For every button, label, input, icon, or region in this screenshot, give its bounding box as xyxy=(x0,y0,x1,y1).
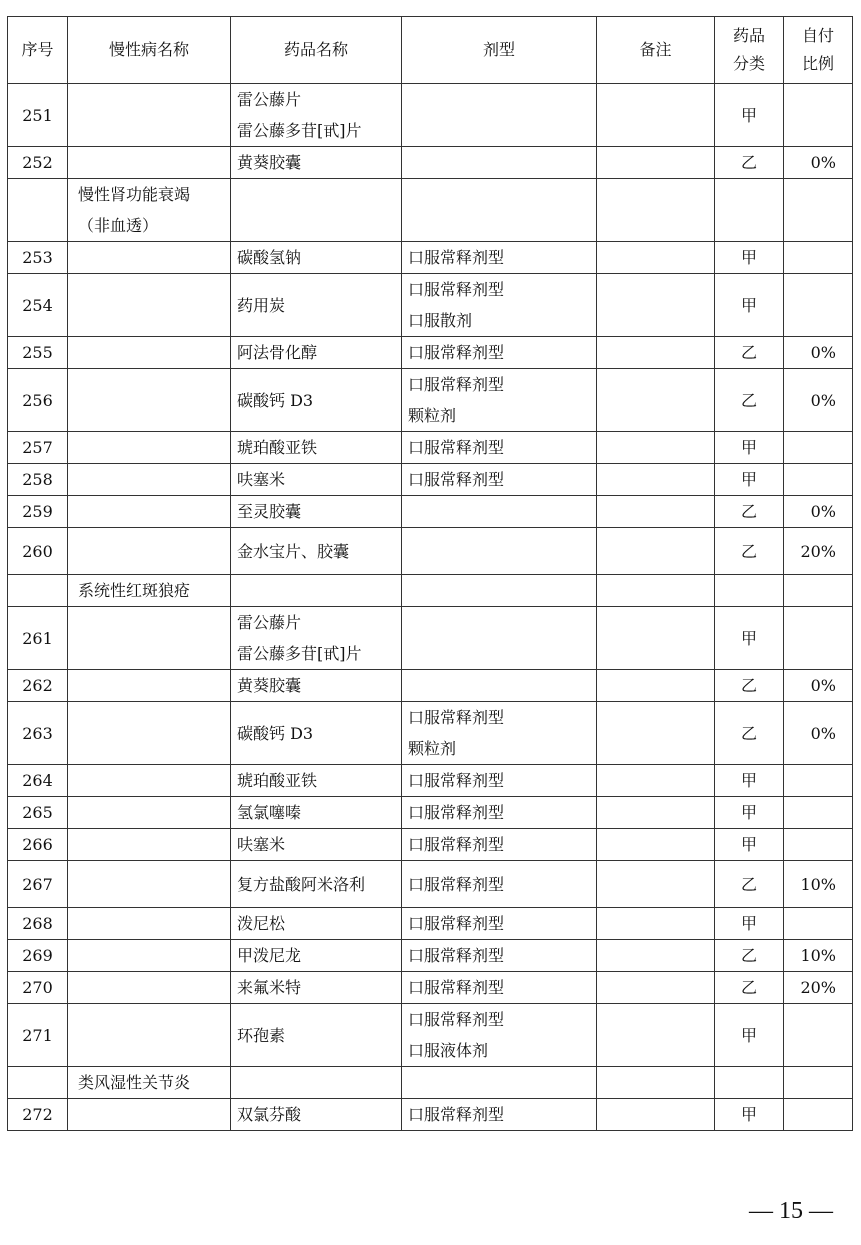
drug-name-cell-line: 双氯芬酸 xyxy=(237,1105,302,1124)
category-cell: 甲 xyxy=(715,432,784,464)
disease-name-cell xyxy=(68,337,231,369)
seq-cell: 267 xyxy=(8,861,68,908)
dosage-form-cell-line: 口服常释剂型 xyxy=(408,914,505,933)
dosage-form-cell xyxy=(402,496,597,528)
drug-name-cell-line: 碳酸钙 D3 xyxy=(237,723,314,743)
disease-name-cell-line: 类风湿性关节炎 xyxy=(78,1073,191,1092)
note-cell xyxy=(597,1067,715,1099)
note-cell xyxy=(597,1004,715,1067)
ratio-cell xyxy=(784,84,853,147)
table-row xyxy=(8,829,853,861)
drug-name-cell-line: 雷公藤片 xyxy=(237,90,302,109)
table-row xyxy=(8,147,853,179)
table-row xyxy=(8,242,853,274)
seq-cell: 271 xyxy=(8,1004,68,1067)
note-cell xyxy=(597,1099,715,1131)
dosage-form-cell-line: 口服常释剂型 xyxy=(408,946,505,965)
drug-name-cell xyxy=(231,702,402,765)
seq-cell: 256 xyxy=(8,369,68,432)
category-cell: 甲 xyxy=(715,765,784,797)
note-cell xyxy=(597,369,715,432)
drug-name-cell xyxy=(231,242,402,274)
note-cell xyxy=(597,575,715,607)
dosage-form-cell xyxy=(402,702,597,765)
ratio-cell xyxy=(784,829,853,861)
dosage-form-cell-line: 口服常释剂型 xyxy=(408,708,505,727)
drug-name-cell xyxy=(231,1067,402,1099)
header-category-line: 药品 xyxy=(732,26,765,45)
disease-name-cell xyxy=(68,797,231,829)
header-seq: 序号 xyxy=(8,17,68,84)
disease-name-cell xyxy=(68,1067,231,1099)
drug-name-cell-line: 金水宝片、胶囊 xyxy=(237,541,350,561)
dosage-form-cell xyxy=(402,84,597,147)
drug-name-cell-line: 来氟米特 xyxy=(237,978,302,997)
note-cell xyxy=(597,496,715,528)
dosage-form-cell xyxy=(402,528,597,575)
table-row xyxy=(8,670,853,702)
table-row xyxy=(8,464,853,496)
drug-name-cell-line: 黄葵胶囊 xyxy=(237,676,302,695)
dosage-form-cell-line: 颗粒剂 xyxy=(408,406,457,425)
header-category-line: 分类 xyxy=(732,54,765,73)
drug-name-cell-line: 复方盐酸阿米洛利 xyxy=(237,874,366,894)
header-ratio-line: 自付 xyxy=(801,26,834,45)
dosage-form-cell xyxy=(402,861,597,908)
category-cell: 乙 xyxy=(715,940,784,972)
category-cell xyxy=(715,179,784,242)
drug-name-cell xyxy=(231,1004,402,1067)
drug-name-cell-line: 呋塞米 xyxy=(237,470,286,489)
table-row xyxy=(8,908,853,940)
drug-name-cell-line: 碳酸氢钠 xyxy=(237,248,302,267)
header-disease: 慢性病名称 xyxy=(68,17,231,84)
drug-name-cell-line: 环孢素 xyxy=(237,1025,286,1045)
ratio-cell xyxy=(784,1099,853,1131)
dosage-form-cell-line: 口服常释剂型 xyxy=(408,803,505,822)
drug-name-cell xyxy=(231,274,402,337)
disease-name-cell xyxy=(68,972,231,1004)
note-cell xyxy=(597,274,715,337)
dosage-form-cell xyxy=(402,337,597,369)
disease-name-cell xyxy=(68,147,231,179)
note-cell xyxy=(597,797,715,829)
disease-name-cell xyxy=(68,369,231,432)
dosage-form-cell xyxy=(402,432,597,464)
drug-name-cell xyxy=(231,179,402,242)
note-cell xyxy=(597,861,715,908)
dosage-form-cell xyxy=(402,829,597,861)
dosage-form-cell xyxy=(402,147,597,179)
table-row xyxy=(8,765,853,797)
drug-name-cell-line: 氢氯噻嗪 xyxy=(237,803,302,822)
table-row xyxy=(8,797,853,829)
ratio-cell xyxy=(784,575,853,607)
dosage-form-cell-line: 口服常释剂型 xyxy=(408,375,505,394)
seq-cell: 265 xyxy=(8,797,68,829)
note-cell xyxy=(597,179,715,242)
disease-name-cell xyxy=(68,1004,231,1067)
dosage-form-cell-line: 口服常释剂型 xyxy=(408,343,505,362)
ratio-cell: 0% xyxy=(784,702,853,765)
seq-cell: 263 xyxy=(8,702,68,765)
table-row xyxy=(8,861,853,908)
note-cell xyxy=(597,84,715,147)
note-cell xyxy=(597,829,715,861)
dosage-form-cell-line: 口服常释剂型 xyxy=(408,248,505,267)
dosage-form-cell xyxy=(402,940,597,972)
note-cell xyxy=(597,670,715,702)
table-row xyxy=(8,528,853,575)
seq-cell: 272 xyxy=(8,1099,68,1131)
category-cell: 甲 xyxy=(715,84,784,147)
header-ratio-line: 比例 xyxy=(801,54,834,73)
table-row xyxy=(8,432,853,464)
drug-name-cell-line: 琥珀酸亚铁 xyxy=(237,438,318,457)
category-cell: 乙 xyxy=(715,861,784,908)
note-cell xyxy=(597,607,715,670)
seq-cell: 252 xyxy=(8,147,68,179)
disease-name-cell-line: 慢性肾功能衰竭 xyxy=(78,185,191,204)
ratio-cell xyxy=(784,432,853,464)
drug-name-cell xyxy=(231,496,402,528)
ratio-cell xyxy=(784,179,853,242)
seq-cell: 262 xyxy=(8,670,68,702)
drug-name-cell xyxy=(231,829,402,861)
category-cell: 乙 xyxy=(715,528,784,575)
disease-name-cell xyxy=(68,496,231,528)
dosage-form-cell-line: 口服常释剂型 xyxy=(408,835,505,854)
disease-name-cell xyxy=(68,702,231,765)
ratio-cell xyxy=(784,1067,853,1099)
seq-cell xyxy=(8,1067,68,1099)
dosage-form-cell xyxy=(402,797,597,829)
seq-cell: 259 xyxy=(8,496,68,528)
dosage-form-cell-line: 口服液体剂 xyxy=(408,1041,489,1060)
category-cell: 甲 xyxy=(715,1099,784,1131)
drug-name-cell-line: 琥珀酸亚铁 xyxy=(237,771,318,790)
category-cell xyxy=(715,575,784,607)
drug-name-cell xyxy=(231,432,402,464)
note-cell xyxy=(597,464,715,496)
drug-name-cell-line: 雷公藤多苷[甙]片 xyxy=(237,121,362,140)
dosage-form-cell xyxy=(402,670,597,702)
ratio-cell: 10% xyxy=(784,940,853,972)
table-row xyxy=(8,337,853,369)
dosage-form-cell xyxy=(402,575,597,607)
disease-section-row xyxy=(8,1067,853,1099)
disease-name-cell xyxy=(68,179,231,242)
disease-name-cell xyxy=(68,528,231,575)
disease-name-cell xyxy=(68,765,231,797)
header-self-pay-ratio xyxy=(784,17,853,84)
ratio-cell: 0% xyxy=(784,670,853,702)
dosage-form-cell xyxy=(402,908,597,940)
drug-name-cell xyxy=(231,940,402,972)
disease-name-cell xyxy=(68,607,231,670)
disease-name-cell xyxy=(68,432,231,464)
drug-name-cell xyxy=(231,908,402,940)
category-cell: 甲 xyxy=(715,797,784,829)
drug-name-cell xyxy=(231,337,402,369)
table-row xyxy=(8,496,853,528)
disease-name-cell xyxy=(68,274,231,337)
dosage-form-cell xyxy=(402,464,597,496)
ratio-cell: 10% xyxy=(784,861,853,908)
header-drug-name: 药品名称 xyxy=(231,17,402,84)
category-cell: 乙 xyxy=(715,702,784,765)
dosage-form-cell xyxy=(402,274,597,337)
seq-cell: 258 xyxy=(8,464,68,496)
category-cell: 乙 xyxy=(715,337,784,369)
drug-name-cell-line: 至灵胶囊 xyxy=(237,502,302,521)
seq-cell: 253 xyxy=(8,242,68,274)
drug-name-cell xyxy=(231,369,402,432)
disease-name-cell xyxy=(68,84,231,147)
seq-cell xyxy=(8,179,68,242)
disease-name-cell xyxy=(68,670,231,702)
category-cell: 甲 xyxy=(715,607,784,670)
seq-cell: 251 xyxy=(8,84,68,147)
category-cell: 甲 xyxy=(715,1004,784,1067)
drug-name-cell xyxy=(231,575,402,607)
drug-name-cell-line: 药用炭 xyxy=(237,295,286,315)
note-cell xyxy=(597,908,715,940)
seq-cell: 261 xyxy=(8,607,68,670)
dosage-form-cell xyxy=(402,1099,597,1131)
dosage-form-cell-line: 口服散剂 xyxy=(408,311,473,330)
table-row xyxy=(8,702,853,765)
header-row xyxy=(8,17,853,84)
ratio-cell xyxy=(784,908,853,940)
disease-name-cell-line: 系统性红斑狼疮 xyxy=(78,581,191,600)
table-row xyxy=(8,972,853,1004)
note-cell xyxy=(597,528,715,575)
dosage-form-cell-line: 口服常释剂型 xyxy=(408,1010,505,1029)
dosage-form-cell xyxy=(402,242,597,274)
dosage-form-cell-line: 口服常释剂型 xyxy=(408,470,505,489)
dosage-form-cell-line: 口服常释剂型 xyxy=(408,978,505,997)
drug-name-cell xyxy=(231,1099,402,1131)
disease-name-cell xyxy=(68,575,231,607)
note-cell xyxy=(597,432,715,464)
disease-name-cell-line: （非血透） xyxy=(78,216,159,235)
category-cell: 甲 xyxy=(715,829,784,861)
ratio-cell xyxy=(784,765,853,797)
table-row xyxy=(8,607,853,670)
dosage-form-cell-line: 口服常释剂型 xyxy=(408,1105,505,1124)
dosage-form-cell xyxy=(402,179,597,242)
disease-section-row xyxy=(8,575,853,607)
category-cell: 乙 xyxy=(715,972,784,1004)
ratio-cell xyxy=(784,797,853,829)
dosage-form-cell xyxy=(402,607,597,670)
seq-cell: 260 xyxy=(8,528,68,575)
disease-name-cell xyxy=(68,908,231,940)
disease-name-cell xyxy=(68,242,231,274)
drug-name-cell xyxy=(231,528,402,575)
ratio-cell xyxy=(784,607,853,670)
drug-name-cell xyxy=(231,972,402,1004)
ratio-cell xyxy=(784,274,853,337)
seq-cell: 255 xyxy=(8,337,68,369)
table-header xyxy=(8,17,853,84)
drug-name-cell-line: 黄葵胶囊 xyxy=(237,153,302,172)
ratio-cell: 0% xyxy=(784,369,853,432)
seq-cell xyxy=(8,575,68,607)
seq-cell: 264 xyxy=(8,765,68,797)
seq-cell: 269 xyxy=(8,940,68,972)
drug-name-cell-line: 碳酸钙 D3 xyxy=(237,390,314,410)
disease-name-cell xyxy=(68,1099,231,1131)
drug-name-cell-line: 雷公藤片 xyxy=(237,613,302,632)
note-cell xyxy=(597,702,715,765)
drug-list-table xyxy=(7,16,853,1131)
ratio-cell: 0% xyxy=(784,147,853,179)
disease-name-cell xyxy=(68,940,231,972)
drug-name-cell xyxy=(231,765,402,797)
ratio-cell: 20% xyxy=(784,972,853,1004)
ratio-cell xyxy=(784,242,853,274)
ratio-cell: 0% xyxy=(784,337,853,369)
dosage-form-cell xyxy=(402,765,597,797)
drug-name-cell-line: 雷公藤多苷[甙]片 xyxy=(237,644,362,663)
category-cell: 乙 xyxy=(715,670,784,702)
drug-name-cell-line: 阿法骨化醇 xyxy=(237,343,318,362)
seq-cell: 270 xyxy=(8,972,68,1004)
dosage-form-cell xyxy=(402,972,597,1004)
ratio-cell: 20% xyxy=(784,528,853,575)
table-row xyxy=(8,940,853,972)
dosage-form-cell xyxy=(402,369,597,432)
table-row xyxy=(8,274,853,337)
note-cell xyxy=(597,147,715,179)
ratio-cell: 0% xyxy=(784,496,853,528)
dosage-form-cell-line: 口服常释剂型 xyxy=(408,771,505,790)
table-row xyxy=(8,1004,853,1067)
drug-name-cell xyxy=(231,670,402,702)
note-cell xyxy=(597,765,715,797)
category-cell: 甲 xyxy=(715,908,784,940)
drug-name-cell xyxy=(231,84,402,147)
disease-name-cell xyxy=(68,861,231,908)
table-row xyxy=(8,1099,853,1131)
note-cell xyxy=(597,242,715,274)
note-cell xyxy=(597,337,715,369)
category-cell: 乙 xyxy=(715,496,784,528)
note-cell xyxy=(597,940,715,972)
category-cell: 乙 xyxy=(715,147,784,179)
disease-name-cell xyxy=(68,829,231,861)
drug-name-cell-line: 甲泼尼龙 xyxy=(237,946,302,965)
note-cell xyxy=(597,972,715,1004)
seq-cell: 254 xyxy=(8,274,68,337)
table-body xyxy=(8,84,853,1131)
page-number: — 15 — xyxy=(749,1198,833,1224)
dosage-form-cell-line: 口服常释剂型 xyxy=(408,874,505,894)
drug-name-cell xyxy=(231,797,402,829)
dosage-form-cell xyxy=(402,1067,597,1099)
seq-cell: 257 xyxy=(8,432,68,464)
table-row xyxy=(8,84,853,147)
header-category xyxy=(715,17,784,84)
ratio-cell xyxy=(784,464,853,496)
dosage-form-cell-line: 口服常释剂型 xyxy=(408,438,505,457)
header-dosage-form: 剂型 xyxy=(402,17,597,84)
drug-name-cell-line: 呋塞米 xyxy=(237,835,286,854)
header-note: 备注 xyxy=(597,17,715,84)
table-row xyxy=(8,369,853,432)
drug-name-cell xyxy=(231,464,402,496)
category-cell: 甲 xyxy=(715,274,784,337)
category-cell xyxy=(715,1067,784,1099)
dosage-form-cell-line: 颗粒剂 xyxy=(408,739,457,758)
seq-cell: 266 xyxy=(8,829,68,861)
category-cell: 甲 xyxy=(715,242,784,274)
drug-name-cell-line: 泼尼松 xyxy=(237,914,286,933)
drug-name-cell xyxy=(231,861,402,908)
category-cell: 甲 xyxy=(715,464,784,496)
disease-name-cell xyxy=(68,464,231,496)
category-cell: 乙 xyxy=(715,369,784,432)
dosage-form-cell-line: 口服常释剂型 xyxy=(408,280,505,299)
dosage-form-cell xyxy=(402,1004,597,1067)
drug-name-cell xyxy=(231,147,402,179)
seq-cell: 268 xyxy=(8,908,68,940)
ratio-cell xyxy=(784,1004,853,1067)
disease-section-row xyxy=(8,179,853,242)
drug-name-cell xyxy=(231,607,402,670)
